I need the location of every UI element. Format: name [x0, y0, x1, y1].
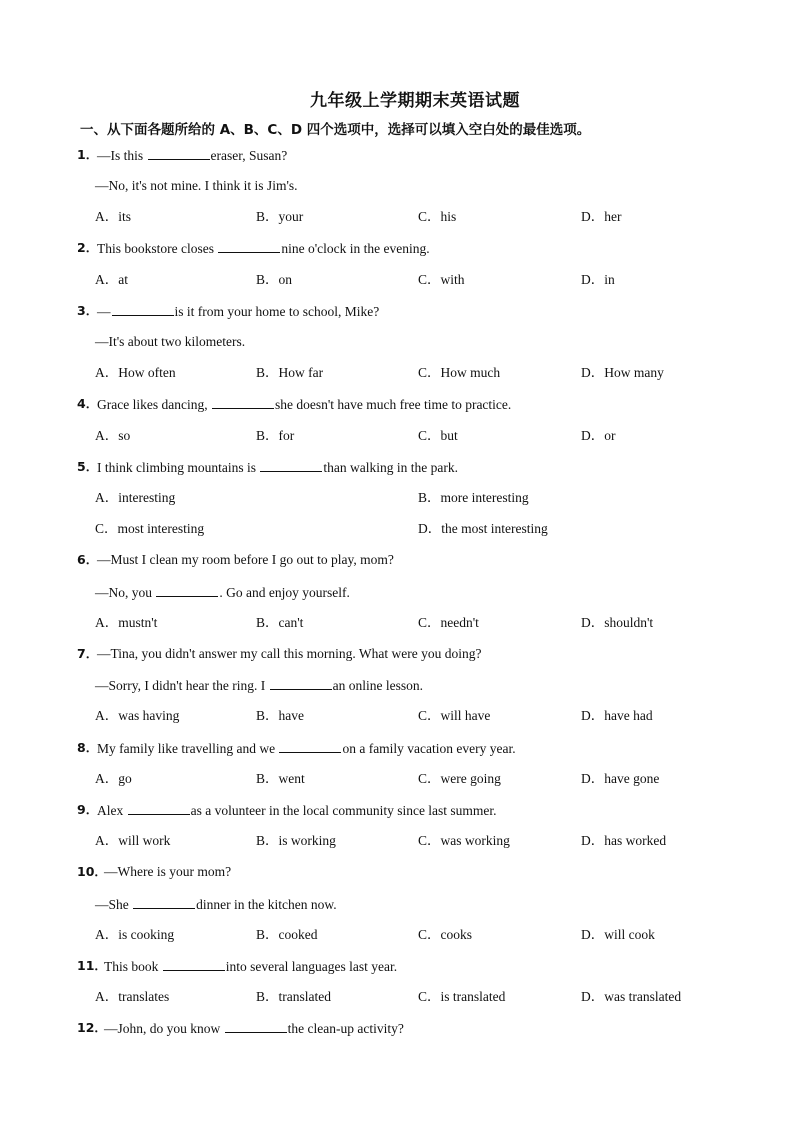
question-6 [0, 550, 794, 570]
question-1 [0, 145, 794, 165]
answer-blank [163, 956, 225, 971]
question-1-options [0, 207, 794, 227]
option-b[interactable]: B．How far [256, 365, 324, 380]
option-c[interactable]: C．cooks [418, 927, 472, 942]
option-b[interactable]: B．more interesting [418, 490, 529, 505]
option-a[interactable]: A．its [95, 209, 132, 224]
answer-blank [279, 738, 341, 753]
question-10-options [0, 925, 794, 945]
option-c[interactable]: C．was working [418, 833, 510, 848]
option-c[interactable]: C．is translated [418, 989, 506, 1004]
answer-blank [156, 582, 218, 597]
question-6-options [0, 613, 794, 633]
option-a[interactable]: A．How often [95, 365, 176, 380]
option-a[interactable]: A．at [95, 272, 128, 287]
reply-text: —Sorry, I didn't hear the ring. I an online lesson. [95, 675, 423, 696]
answer-blank [225, 1018, 287, 1033]
option-c[interactable]: C．were going [418, 771, 501, 786]
answer-blank [218, 238, 280, 253]
question-10 [0, 862, 794, 882]
option-d[interactable]: D．How many [581, 365, 664, 380]
option-b[interactable]: B．went [256, 771, 305, 786]
option-b[interactable]: B．on [256, 272, 293, 287]
option-a[interactable]: A．translates [95, 989, 170, 1004]
option-b[interactable]: B．cooked [256, 927, 318, 942]
question-5-options-row1 [0, 488, 794, 508]
question-text: —Must I clean my room before I go out to play, mom? [97, 552, 394, 567]
option-d[interactable]: D．her [581, 209, 622, 224]
answer-blank [133, 894, 195, 909]
question-number: 7． [77, 646, 99, 661]
option-b[interactable]: B．can't [256, 615, 304, 630]
question-3-reply [0, 332, 794, 352]
option-b[interactable]: B．for [256, 428, 295, 443]
question-4 [0, 394, 794, 414]
answer-blank [212, 394, 274, 409]
question-7-reply [0, 675, 794, 695]
question-text: —Where is your mom? [104, 864, 232, 879]
option-a[interactable]: A．go [95, 771, 132, 786]
answer-blank [270, 675, 332, 690]
option-b[interactable]: B．have [256, 708, 304, 723]
question-text: This book into several languages last year. [104, 956, 397, 977]
question-text: I think climbing mountains is than walking in the park. [97, 457, 458, 478]
question-8-options [0, 769, 794, 789]
option-c[interactable]: C．most interesting [95, 521, 205, 536]
option-d[interactable]: D．was translated [581, 989, 682, 1004]
option-a[interactable]: A．will work [95, 833, 171, 848]
question-number: 4． [77, 396, 99, 411]
answer-blank [128, 800, 190, 815]
question-number: 1． [77, 147, 99, 162]
question-10-reply [0, 894, 794, 914]
question-number: 8． [77, 740, 99, 755]
question-9-options [0, 831, 794, 851]
reply-text: —No, you . Go and enjoy yourself. [95, 582, 350, 603]
option-c[interactable]: C．his [418, 209, 457, 224]
option-c[interactable]: C．needn't [418, 615, 479, 630]
question-text: —Is this eraser, Susan? [97, 145, 287, 166]
option-d[interactable]: D．or [581, 428, 616, 443]
question-7-options [0, 706, 794, 726]
question-7 [0, 644, 794, 664]
question-5 [0, 457, 794, 477]
answer-blank [112, 301, 174, 316]
question-number: 5． [77, 459, 99, 474]
option-a[interactable]: A．mustn't [95, 615, 158, 630]
question-text: My family like travelling and we on a family vacation every year. [97, 738, 516, 759]
question-text: —Tina, you didn't answer my call this morning. What were you doing? [97, 646, 482, 661]
option-a[interactable]: A．so [95, 428, 131, 443]
question-number: 6． [77, 552, 99, 567]
question-text: This bookstore closes nine o'clock in the evening. [97, 238, 430, 259]
question-3 [0, 301, 794, 321]
option-a[interactable]: A．interesting [95, 490, 176, 505]
question-11 [0, 956, 794, 976]
option-d[interactable]: D．the most interesting [418, 521, 548, 536]
question-6-reply [0, 582, 794, 602]
option-d[interactable]: D．have had [581, 708, 653, 723]
option-c[interactable]: C．How much [418, 365, 501, 380]
question-text: —John, do you know the clean-up activity? [104, 1018, 404, 1039]
question-number: 2． [77, 240, 99, 255]
question-11-options [0, 987, 794, 1007]
reply-text: —She dinner in the kitchen now. [95, 894, 337, 915]
option-a[interactable]: A．was having [95, 708, 180, 723]
option-c[interactable]: C．but [418, 428, 458, 443]
question-8 [0, 738, 794, 758]
option-b[interactable]: B．translated [256, 989, 331, 1004]
option-b[interactable]: B．your [256, 209, 304, 224]
answer-blank [260, 457, 322, 472]
page-title: 九年级上学期期末英语试题 [310, 91, 520, 111]
option-d[interactable]: D．shouldn't [581, 615, 654, 630]
question-3-options [0, 363, 794, 383]
question-5-options-row2 [0, 519, 794, 539]
question-12 [0, 1018, 794, 1038]
question-2 [0, 238, 794, 258]
answer-blank [148, 145, 210, 160]
question-1-reply [0, 176, 794, 196]
option-d[interactable]: D．have gone [581, 771, 660, 786]
question-text: Alex as a volunteer in the local community since last summer. [97, 800, 497, 821]
question-number: 12． [77, 1020, 107, 1035]
option-d[interactable]: D．will cook [581, 927, 655, 942]
question-4-options [0, 426, 794, 446]
question-number: 11． [77, 958, 107, 973]
question-number: 9． [77, 802, 99, 817]
reply-text: —It's about two kilometers. [95, 334, 246, 349]
option-b[interactable]: B．is working [256, 833, 336, 848]
section-heading: 一、从下面各题所给的 A、B、C、D 四个选项中，选择可以填入空白处的最佳选项。 [80, 122, 591, 138]
option-a[interactable]: A．is cooking [95, 927, 175, 942]
option-d[interactable]: D．has worked [581, 833, 667, 848]
question-text: — is it from your home to school, Mike? [97, 301, 379, 322]
option-c[interactable]: C．with [418, 272, 465, 287]
option-c[interactable]: C．will have [418, 708, 491, 723]
question-number: 10． [77, 864, 107, 879]
question-number: 3． [77, 303, 99, 318]
question-2-options [0, 270, 794, 290]
reply-text: —No, it's not mine. I think it is Jim's. [95, 178, 298, 193]
option-d[interactable]: D．in [581, 272, 615, 287]
question-text: Grace likes dancing, she doesn't have much free time to practice. [97, 394, 511, 415]
question-9 [0, 800, 794, 820]
